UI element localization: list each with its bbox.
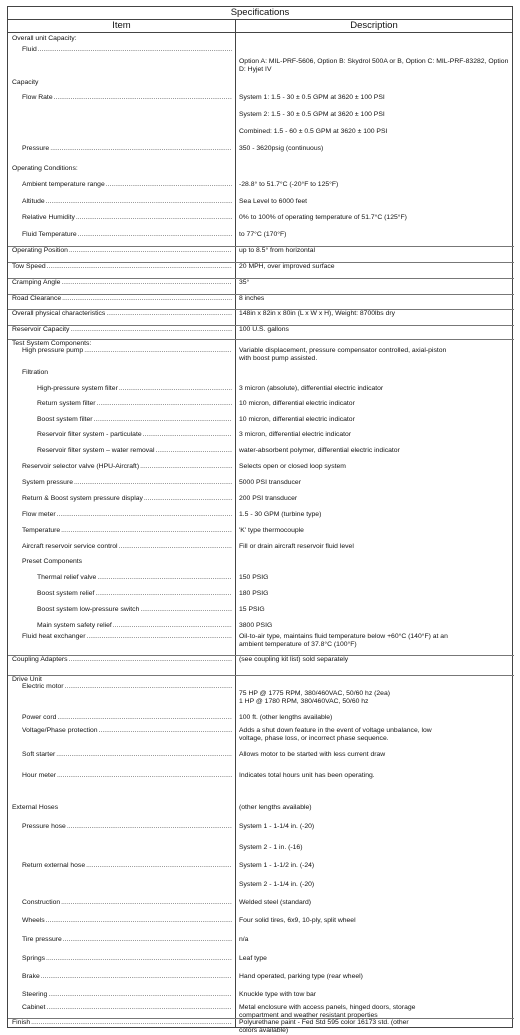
spec-item-label: Return external hose xyxy=(22,862,86,869)
spec-description xyxy=(239,400,509,408)
leader-dots xyxy=(56,772,232,780)
spec-item xyxy=(8,263,232,271)
spec-item xyxy=(8,823,232,831)
spec-description xyxy=(239,416,509,424)
spec-description xyxy=(239,917,509,925)
spec-description-line: Welded steel (standard) xyxy=(239,899,312,906)
spec-description xyxy=(239,844,509,852)
leader-dots xyxy=(46,263,232,271)
spec-item-label: Construction xyxy=(22,899,61,906)
leader-dots xyxy=(68,247,232,255)
leader-dots xyxy=(45,1004,232,1012)
spec-description-line: Sea Level to 6000 feet xyxy=(239,198,308,205)
item-column-header: Item xyxy=(8,20,236,32)
leader-dots xyxy=(77,231,232,239)
spec-item-label: Reservoir Capacity xyxy=(12,326,70,333)
leader-dots xyxy=(85,862,232,870)
leader-dots xyxy=(37,46,232,54)
spec-item xyxy=(8,511,232,519)
spec-description xyxy=(239,214,509,222)
spec-item xyxy=(8,495,232,503)
spec-description xyxy=(239,279,509,287)
spec-item xyxy=(8,326,232,334)
spec-description-line: 75 HP @ 1775 RPM, 380/460VAC, 50/60 hz (2ea) xyxy=(239,690,390,697)
leader-dots xyxy=(49,145,232,153)
spec-row xyxy=(8,675,514,683)
spec-item-label: Springs xyxy=(22,955,46,962)
spec-description-line: 200 PSI transducer xyxy=(239,495,298,502)
spec-description-line: Metal enclosure with access panels, hinged doors, storage xyxy=(239,1004,416,1011)
spec-item xyxy=(8,46,232,54)
spec-description xyxy=(239,881,509,889)
spec-item xyxy=(8,347,232,355)
spec-item xyxy=(8,543,232,551)
spec-item xyxy=(8,1019,232,1027)
spec-item xyxy=(8,683,232,691)
leader-dots xyxy=(56,714,232,722)
spec-item-label: Operating Position xyxy=(12,247,68,254)
spec-item-label: Fluid Temperature xyxy=(22,231,77,238)
spec-description-line: 'K' type thermocouple xyxy=(239,527,304,534)
spec-rows xyxy=(7,33,513,1034)
spec-description xyxy=(239,633,509,649)
spec-item xyxy=(8,214,232,222)
leader-dots xyxy=(45,917,232,925)
spec-description xyxy=(239,295,509,303)
leader-dots xyxy=(94,590,232,598)
spec-description-line: 8 inches xyxy=(239,295,265,302)
spec-item-label: Overall physical characteristics xyxy=(12,310,106,317)
spec-description-line: (other lengths available) xyxy=(239,804,312,811)
spec-description-line: 1 HP @ 1780 RPM, 380/460VAC, 50/60 hz xyxy=(239,698,369,705)
spec-description-line: System 1: 1.5 - 30 ± 0.5 GPM at 3620 ± 100 PSI xyxy=(239,94,385,101)
spec-description xyxy=(239,936,509,944)
leader-dots xyxy=(75,214,232,222)
spec-description-line: System 1 - 1-1/4 in. (-20) xyxy=(239,823,315,830)
spec-description xyxy=(239,622,509,630)
spec-item-label: Road Clearance xyxy=(12,295,62,302)
leader-dots xyxy=(83,347,232,355)
spec-description xyxy=(239,231,509,239)
leader-dots xyxy=(66,823,232,831)
spec-description-line: n/a xyxy=(239,936,249,943)
spec-item-label: Return system filter xyxy=(37,400,96,407)
spec-description xyxy=(239,955,509,963)
leader-dots xyxy=(85,633,232,641)
spec-description xyxy=(239,727,509,743)
spec-item-label: Return & Boost system pressure display xyxy=(22,495,143,502)
spec-description-line: ambient temperature of 37.8°C (100°F) xyxy=(239,641,357,648)
spec-item xyxy=(8,198,232,206)
spec-description-line: (see coupling kit list) sold separately xyxy=(239,656,349,663)
spec-item xyxy=(8,727,232,735)
spec-item-label: Reservoir filter system - particulate xyxy=(37,431,142,438)
spec-description-line: 35° xyxy=(239,279,250,286)
spec-item xyxy=(8,479,232,487)
leader-dots xyxy=(139,606,232,614)
leader-dots xyxy=(118,385,232,393)
leader-dots xyxy=(96,400,232,408)
spec-item xyxy=(8,463,232,471)
spec-row xyxy=(8,309,514,317)
spec-row xyxy=(8,246,514,254)
spec-item xyxy=(8,955,232,963)
spec-item-label: Relative Humidity xyxy=(22,214,75,221)
spec-description-line: 148in x 82in x 80in (L x W x H), Weight: 8700lbs dry xyxy=(239,310,396,317)
spec-description-line: 10 micron, differential electric indicator xyxy=(239,416,355,423)
spec-description-line: Selects open or closed loop system xyxy=(239,463,346,470)
spec-item xyxy=(8,231,232,239)
leader-dots xyxy=(40,973,232,981)
spec-item-label: Soft starter xyxy=(22,751,56,758)
spec-item-label: High pressure pump xyxy=(22,347,84,354)
leader-dots xyxy=(64,683,232,691)
spec-item-label: System pressure xyxy=(22,479,73,486)
spec-item xyxy=(8,181,232,189)
spec-description-line: water-absorbent polymer, differential electric indicator xyxy=(239,447,400,454)
spec-item xyxy=(8,899,232,907)
spec-row xyxy=(8,339,514,347)
leader-dots xyxy=(45,198,232,206)
spec-description xyxy=(239,310,509,318)
spec-item-label: Drive Unit xyxy=(12,676,42,683)
spec-item-label: Finish xyxy=(12,1019,31,1026)
spec-item-label: Coupling Adapters xyxy=(12,656,68,663)
spec-item xyxy=(8,714,232,722)
spec-item-label: Pressure xyxy=(22,145,50,152)
spec-item xyxy=(8,606,232,614)
spec-item-label: Fluid xyxy=(22,46,37,53)
leader-dots xyxy=(62,936,232,944)
spec-item xyxy=(8,165,232,173)
spec-item xyxy=(8,656,232,664)
spec-description xyxy=(239,973,509,981)
spec-row xyxy=(8,325,514,333)
spec-item-label: Brake xyxy=(22,973,40,980)
spec-description-line: 150 PSIG xyxy=(239,574,269,581)
spec-item-label: Boost system low-pressure switch xyxy=(37,606,140,613)
spec-description-line: Leaf type xyxy=(239,955,267,962)
spec-item-label: Flow meter xyxy=(22,511,56,518)
table-header xyxy=(7,19,513,33)
spec-item-label: Overall unit Capacity: xyxy=(12,35,77,42)
spec-item xyxy=(8,79,232,87)
spec-item xyxy=(8,991,232,999)
spec-description-line: Polyurethane paint - Fed Std 595 color 16173 std. (other xyxy=(239,1019,409,1026)
spec-description-line: 180 PSIG xyxy=(239,590,269,597)
spec-description xyxy=(239,247,509,255)
spec-item-label: Tow Speed xyxy=(12,263,46,270)
spec-item-label: High-pressure system filter xyxy=(37,385,118,392)
spec-item-label: Reservoir selector valve (HPU-Aircraft) xyxy=(22,463,140,470)
spec-description-line: 100 ft. (other lengths available) xyxy=(239,714,333,721)
spec-item xyxy=(8,1004,232,1012)
spec-description xyxy=(239,58,509,74)
spec-description xyxy=(239,128,509,136)
spec-description xyxy=(239,181,509,189)
spec-row xyxy=(8,278,514,286)
spec-description xyxy=(239,862,509,870)
spec-item-label: Test System Components: xyxy=(12,340,92,347)
leader-dots xyxy=(98,727,232,735)
spec-description-line: Oil-to-air type, maintains fluid temperature below +60°C (140°F) at an xyxy=(239,633,448,640)
spec-description xyxy=(239,823,509,831)
spec-description-line: Four solid tires, 6x9, 10-ply, split wheel xyxy=(239,917,356,924)
spec-item xyxy=(8,862,232,870)
spec-description xyxy=(239,479,509,487)
leader-dots xyxy=(96,574,232,582)
spec-description-line: Variable displacement, pressure compensator controlled, axial-piston xyxy=(239,347,447,354)
spec-item-label: Thermal relief valve xyxy=(37,574,97,581)
spec-description-line: 100 U.S. gallons xyxy=(239,326,289,333)
spec-item xyxy=(8,247,232,255)
spec-description xyxy=(239,431,509,439)
spec-item-label: Steering xyxy=(22,991,48,998)
spec-item xyxy=(8,574,232,582)
spec-description xyxy=(239,606,509,614)
spec-description-line: to 77°C (170°F) xyxy=(239,231,287,238)
spec-item xyxy=(8,527,232,535)
spec-row xyxy=(8,655,514,663)
spec-item xyxy=(8,400,232,408)
spec-description xyxy=(239,347,509,363)
spec-description xyxy=(239,326,509,334)
spec-description xyxy=(239,772,509,780)
leader-dots xyxy=(60,279,232,287)
spec-description-line: 0% to 100% of operating temperature of 51.7°C (125°F) xyxy=(239,214,407,221)
leader-dots xyxy=(154,447,232,455)
spec-description xyxy=(239,991,509,999)
spec-description-line: Allows motor to be started with less current draw xyxy=(239,751,386,758)
spec-item-label: Cramping Angle xyxy=(12,279,61,286)
leader-dots xyxy=(93,416,232,424)
spec-description-line: 350 - 3620psig (continuous) xyxy=(239,145,324,152)
spec-description-line: Adds a shut down feature in the event of voltage unbalance, low xyxy=(239,727,432,734)
spec-item xyxy=(8,295,232,303)
spec-description xyxy=(239,495,509,503)
table-title: Specifications xyxy=(7,6,513,19)
spec-item xyxy=(8,973,232,981)
spec-description xyxy=(239,656,509,664)
spec-description xyxy=(239,463,509,471)
leader-dots xyxy=(30,1019,232,1027)
spec-item-label: Hour meter xyxy=(22,772,56,779)
spec-description-line: 3 micron (absolute), differential electric indicator xyxy=(239,385,384,392)
leader-dots xyxy=(73,479,232,487)
spec-item xyxy=(8,590,232,598)
spec-item xyxy=(8,310,232,318)
spec-item-label: Fluid heat exchanger xyxy=(22,633,86,640)
leader-dots xyxy=(56,511,232,519)
spec-row xyxy=(8,262,514,270)
spec-description xyxy=(239,198,509,206)
leader-dots xyxy=(142,431,232,439)
spec-item-label: Temperature xyxy=(22,527,61,534)
spec-description-line: 15 PSIG xyxy=(239,606,265,613)
spec-description xyxy=(239,714,509,722)
spec-description-line: Combined: 1.5 - 60 ± 0.5 GPM at 3620 ± 100 PSI xyxy=(239,128,388,135)
leader-dots xyxy=(55,751,232,759)
leader-dots xyxy=(69,326,232,334)
spec-description-line: -28.8° to 51.7°C (-20°F to 125°F) xyxy=(239,181,339,188)
spec-item-label: Operating Conditions: xyxy=(12,165,78,172)
spec-item-label: Aircraft reservoir service control xyxy=(22,543,118,550)
spec-description xyxy=(239,511,509,519)
spec-item xyxy=(8,416,232,424)
spec-item xyxy=(8,431,232,439)
spec-description-line: up to 8.5° from horizontal xyxy=(239,247,316,254)
spec-description-line: 5000 PSI transducer xyxy=(239,479,301,486)
leader-dots xyxy=(143,495,232,503)
leader-dots xyxy=(139,463,232,471)
spec-item xyxy=(8,917,232,925)
spec-description-line: with boost pump assisted. xyxy=(239,355,318,362)
spec-item-label: Preset Components xyxy=(22,558,83,565)
spec-description xyxy=(239,899,509,907)
spec-description-line: Hand operated, parking type (rear wheel) xyxy=(239,973,363,980)
spec-description-line: Option A: MIL-PRF-5606, Option B: Skydrol 500A or B, Option C: MIL-PRF-83282, Option D: Hyjet IV xyxy=(239,58,509,73)
spec-description-line: Indicates total hours unit has been operating. xyxy=(239,772,375,779)
spec-description-line: colors available) xyxy=(239,1027,289,1034)
spec-description-line: 3800 PSIG xyxy=(239,622,273,629)
spec-item xyxy=(8,751,232,759)
spec-description-line: System 2: 1.5 - 30 ± 0.5 GPM at 3620 ± 100 PSI xyxy=(239,111,385,118)
spec-description xyxy=(239,94,509,102)
spec-item-label: Filtration xyxy=(22,369,49,376)
spec-item xyxy=(8,369,232,377)
spec-description xyxy=(239,590,509,598)
leader-dots xyxy=(68,656,232,664)
spec-item-label: Wheels xyxy=(22,917,45,924)
spec-description xyxy=(239,263,509,271)
spec-item xyxy=(8,35,232,43)
spec-item xyxy=(8,447,232,455)
spec-description xyxy=(239,385,509,393)
spec-item xyxy=(8,936,232,944)
spec-description xyxy=(239,690,509,706)
spec-description xyxy=(239,751,509,759)
spec-item-label: Voltage/Phase protection xyxy=(22,727,98,734)
spec-description-line: System 2 - 1 in. (-16) xyxy=(239,844,303,851)
spec-item xyxy=(8,145,232,153)
leader-dots xyxy=(112,622,232,630)
spec-item xyxy=(8,772,232,780)
spec-description-line: 3 micron, differential electric indicator xyxy=(239,431,352,438)
spec-item-label: Boost system relief xyxy=(37,590,95,597)
description-column-header: Description xyxy=(350,20,398,31)
spec-item-label: Boost system filter xyxy=(37,416,93,423)
spec-item-label: Pressure hose xyxy=(22,823,66,830)
spec-description-line: 20 MPH, over improved surface xyxy=(239,263,335,270)
spec-description-line: voltage, phase loss, or incorrect phase sequence. xyxy=(239,735,389,742)
spec-item-label: Main system safety relief xyxy=(37,622,112,629)
leader-dots xyxy=(60,527,232,535)
leader-dots xyxy=(61,295,232,303)
leader-dots xyxy=(47,991,232,999)
spec-item xyxy=(8,633,232,641)
spec-row xyxy=(8,294,514,302)
spec-item-label: Ambient temperature range xyxy=(22,181,105,188)
specifications-sheet xyxy=(7,6,513,1034)
spec-description xyxy=(239,447,509,455)
spec-description xyxy=(239,111,509,119)
spec-description-line: System 2 - 1-1/4 in. (-20) xyxy=(239,881,315,888)
leader-dots xyxy=(53,94,232,102)
spec-item-label: Electric motor xyxy=(22,683,64,690)
spec-description xyxy=(239,543,509,551)
spec-item xyxy=(8,622,232,630)
spec-description xyxy=(239,145,509,153)
spec-description-line: Fill or drain aircraft reservoir fluid level xyxy=(239,543,354,550)
spec-row xyxy=(8,1018,514,1034)
spec-item-label: Cabinet xyxy=(22,1004,46,1011)
spec-item-label: Reservoir filter system – water removal xyxy=(37,447,155,454)
spec-description xyxy=(239,574,509,582)
spec-item-label: Flow Rate xyxy=(22,94,53,101)
spec-description-line: 10 micron, differential electric indicator xyxy=(239,400,355,407)
leader-dots xyxy=(105,181,232,189)
spec-description xyxy=(239,527,509,535)
leader-dots xyxy=(118,543,232,551)
spec-item-label: External Hoses xyxy=(12,804,59,811)
spec-item-label: Capacity xyxy=(12,79,39,86)
leader-dots xyxy=(60,899,232,907)
leader-dots xyxy=(45,955,232,963)
spec-item xyxy=(8,279,232,287)
spec-description-line: compartment and weather resistant properties xyxy=(239,1012,378,1019)
spec-item xyxy=(8,804,232,812)
spec-item-label: Altitude xyxy=(22,198,45,205)
spec-item-label: Tire pressure xyxy=(22,936,62,943)
spec-description xyxy=(239,1019,509,1035)
spec-item xyxy=(8,94,232,102)
leader-dots xyxy=(105,310,232,318)
spec-description xyxy=(239,804,509,812)
spec-description-line: 1.5 - 30 GPM (turbine type) xyxy=(239,511,322,518)
spec-description-line: Knuckle type with tow bar xyxy=(239,991,317,998)
spec-item xyxy=(8,558,232,566)
spec-item-label: Power cord xyxy=(22,714,57,721)
spec-description-line: System 1 - 1-1/2 in. (-24) xyxy=(239,862,315,869)
spec-item xyxy=(8,385,232,393)
